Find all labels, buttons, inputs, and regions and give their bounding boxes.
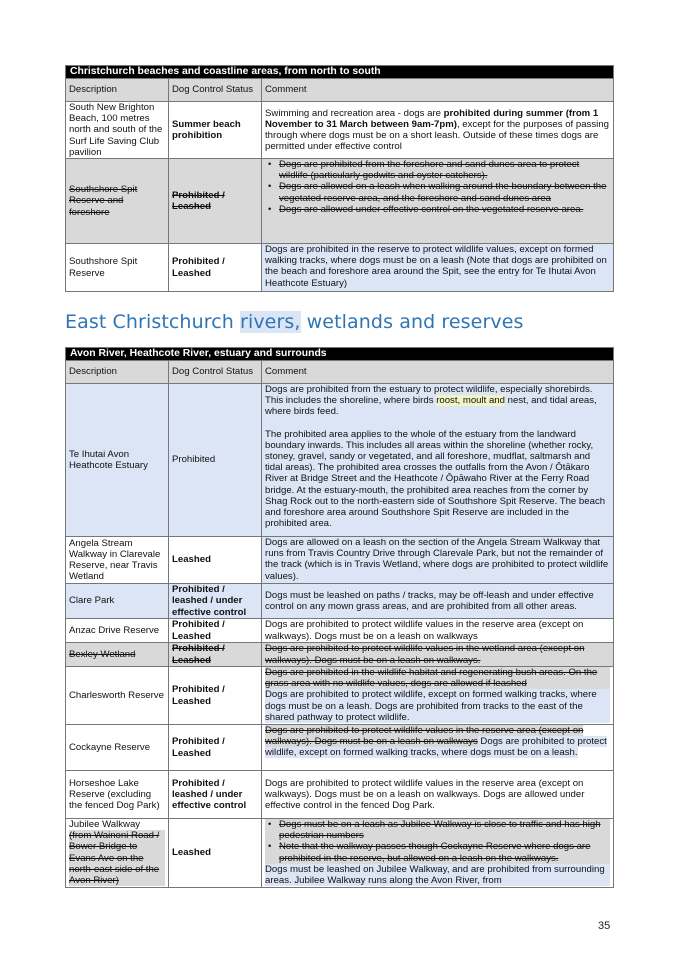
table-row [66,771,614,819]
table-title: Avon River, Heathcote River, estuary and surrounds [66,348,614,361]
avon-heathcote-table [65,347,614,888]
row-description: Southshore Spit Reserve and foreshore [66,159,169,244]
list-item: • Dogs are prohibited from the foreshore and sand dunes area to protect wildlife (particularly godwits and oyster catchers). [279,159,610,181]
row-status: Prohibited / Leashed [169,244,262,292]
column-header-comment: Comment [262,79,614,102]
row-comment: Swimming and recreation area - dogs are prohibited during summer (from 1 November to 31 March between 9am-7pm), except for the purposes of passing through where dogs must be on a short leash. Outside of these times dogs are permitted under effective control [262,102,614,159]
table-row [66,667,614,725]
column-header-description: Description [66,361,169,384]
table-row [66,537,614,584]
row-comment: • Dogs must be on a leash as Jubilee Walkway is close to traffic and has high pedestrian numbers • Note that the walkway passes though Cockayne Reserve where dogs are prohibited in the reserve, but allowed on a leash on the walkways. Dogs must be leashed on Jubilee Walkway, and are prohibited from surrounding areas. Jubilee Walkway runs along the Avon River, from [262,819,614,888]
row-status: Prohibited / Leashed [169,159,262,244]
table-row [66,584,614,619]
column-header-status: Dog Control Status [169,361,262,384]
row-comment: Dogs are prohibited to protect wildlife values in the wetland area (except on walkways). Dogs must be on a leash on walkways. [262,643,614,667]
table-title: Christchurch beaches and coastline areas, from north to south [66,66,614,79]
row-description: Horseshoe Lake Reserve (excluding the fenced Dog Park) [66,771,169,819]
row-description: Anzac Drive Reserve [66,619,169,643]
row-status: Prohibited / Leashed [169,667,262,725]
row-description: Bexley Wetland [66,643,169,667]
list-item: • Note that the walkway passes though Cockayne Reserve where dogs are prohibited in the reserve, but allowed on a leash on the walkways. [279,841,610,863]
row-description: Cockayne Reserve [66,725,169,771]
row-status: Prohibited / leashed / under effective control [169,584,262,619]
table-row [66,725,614,771]
list-item: • Dogs are allowed on a leash when walking around the boundary between the vegetated reserve area, and the foreshore and sand dunes area [279,181,610,203]
row-description: Angela Stream Walkway in Clarevale Reserve, near Travis Wetland [66,537,169,584]
row-comment: Dogs are allowed on a leash on the section of the Angela Stream Walkway that runs from Travis Country Drive through Clarevale Park, but not the remainder of the track (which is in Travis Wetland, where dogs are prohibited to protect wildlife values). [262,537,614,584]
row-status: Prohibited / Leashed [169,725,262,771]
row-description: Te Ihutai Avon Heathcote Estuary [66,384,169,537]
row-description: Clare Park [66,584,169,619]
row-comment: Dogs are prohibited to protect wildlife values in the reserve area (except on walkways). Dogs must be on a leash on walkways. Dogs are allowed under effective control in the fenced Dog Park. [262,771,614,819]
table-row [66,244,614,292]
row-description: South New Brighton Beach, 100 metres north and south of the Surf Life Saving Club pavilion [66,102,169,159]
row-status: Prohibited / Leashed [169,643,262,667]
table-row [66,819,614,888]
page-number: 35 [598,920,611,932]
row-status: Prohibited [169,384,262,537]
row-comment: Dogs are prohibited to protect wildlife values in the reserve area (except on walkways). Dogs must be on a leash on walkways [262,619,614,643]
column-header-status: Dog Control Status [169,79,262,102]
table-row [66,102,614,159]
row-comment [262,159,614,244]
table-row [66,643,614,667]
row-comment: Dogs are prohibited from the estuary to protect wildlife, especially shorebirds. This includes the shoreline, where birds roost, moult and nest, and tidal areas, where birds feed. The prohibited area applies to the whole of the estuary from the landward boundary inwards. This includes all areas within the shoreline (whether rocky, stoney, gravel, sandy or vegetated, and all foreshore, mudflat, saltmarsh and tidal areas). The prohibited area crosses the outfalls from the Avon / Ōtākaro River at Bridge Street and the Heathcote / Ōpāwaho River at the Ferry Road bridge. At the estuary-mouth, the prohibited area reaches from the corner by Shag Rock out to the north-eastern side of Southshore Spit Reserve. The beach and foreshore area around Southshore Spit Reserve are included in the prohibited area. [262,384,614,537]
row-status: Leashed [169,819,262,888]
list-item: • Dogs must be on a leash as Jubilee Walkway is close to traffic and has high pedestrian numbers [279,819,610,841]
row-status: Prohibited / leashed / under effective control [169,771,262,819]
row-description: Jubilee Walkway (from Wainoni Road / Bower Bridge to Evans Ave on the north-east side of the Avon River) [66,819,169,888]
table-row [66,384,614,537]
row-comment: Dogs are prohibited in the wildlife habitat and regenerating bush areas. On the grass area with no wildlife values, dogs are allowed if leashed Dogs are prohibited to protect wildlife, except on formed walking tracks, where dogs must be on a leash. Dogs are prohibited from tracks to the east of the shared pathway to protect wildlife. [262,667,614,725]
list-item: • Dogs are allowed under effective control on the vegetated reserve area. [279,204,610,215]
table-row [66,159,614,244]
row-comment: Dogs are prohibited in the reserve to protect wildlife values, except on formed walking tracks, where dogs must be on a leash (Note that dogs are prohibited on the beach and foreshore area around the Spit, see the entry for Te Ihutai Avon Heathcote Estuary) [262,244,614,292]
row-description: Southshore Spit Reserve [66,244,169,292]
column-header-description: Description [66,79,169,102]
section-heading: East Christchurch rivers, wetlands and reserves [65,311,524,333]
row-status: Summer beach prohibition [169,102,262,159]
row-comment: Dogs must be leashed on paths / tracks, may be off-leash and under effective control on any mown grass areas, and are prohibited from all other areas. [262,584,614,619]
beaches-table [65,65,614,292]
row-status: Leashed [169,537,262,584]
row-description: Charlesworth Reserve [66,667,169,725]
table-row [66,619,614,643]
row-status: Prohibited / Leashed [169,619,262,643]
column-header-comment: Comment [262,361,614,384]
row-comment: Dogs are prohibited to protect wildlife values in the reserve area (except on walkways). Dogs must be on a leash on walkways Dogs are prohibited to protect wildlife, except on formed walking tracks, where dogs must be on a leash. [262,725,614,771]
